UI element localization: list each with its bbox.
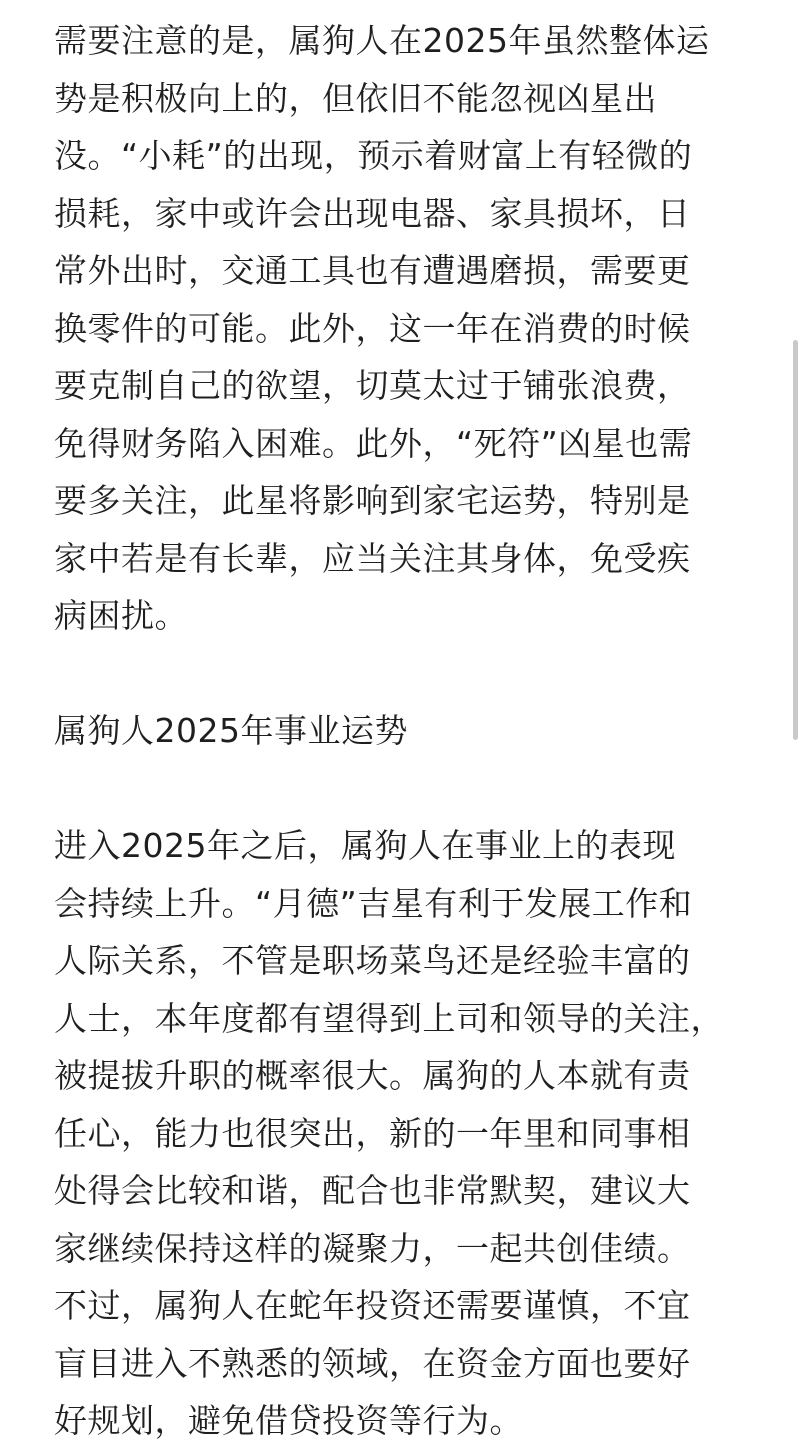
paragraph-spacer xyxy=(54,760,754,818)
text-line: 势是积极向上的，但依旧不能忽视凶星出 xyxy=(54,78,657,118)
text-line: 处得会比较和谐，配合也非常默契，建议大 xyxy=(54,1171,691,1210)
vertical-scrollbar[interactable] xyxy=(793,340,798,740)
text-line: 人际关系，不管是职场菜鸟还是经验丰富的 xyxy=(54,941,691,980)
text-line: 换零件的可能。此外，这一年在消费的时候 xyxy=(54,308,691,348)
text-line: 免得财务陷入困难。此外，“死符”凶星也需 xyxy=(54,423,693,463)
text-line: 需要注意的是，属狗人在2025年虽然整体运 xyxy=(54,21,710,60)
heading-text: 属狗人2025年事业运势 xyxy=(54,711,408,750)
text-line: 要克制自己的欲望，切莫太过于铺张浪费， xyxy=(54,366,691,405)
text-line: 会持续上升。“月德”吉星有利于发展工作和 xyxy=(54,883,693,923)
text-line: 不过，属狗人在蛇年投资还需要谨慎，不宜 xyxy=(54,1286,691,1325)
text-line: 没。“小耗”的出现，预示着财富上有轻微的 xyxy=(54,136,693,175)
text-line: 人士，本年度都有望得到上司和领导的关注， xyxy=(54,998,724,1038)
paragraph-spacer xyxy=(54,645,754,703)
text-line: 要多关注，此星将影响到家宅运势，特别是 xyxy=(54,481,691,520)
text-line: 进入2025年之后，属狗人在事业上的表现 xyxy=(54,826,676,865)
text-line: 家中若是有长辈，应当关注其身体，免受疾 xyxy=(54,538,691,578)
text-line: 被提拔升职的概率很大。属狗的人本就有责 xyxy=(54,1056,691,1095)
text-line: 任心，能力也很突出，新的一年里和同事相 xyxy=(54,1113,691,1153)
text-line: 病困扰。 xyxy=(54,596,188,635)
text-line: 盲目进入不熟悉的领域，在资金方面也要好 xyxy=(54,1343,691,1383)
text-line: 家继续保持这样的凝聚力，一起共创佳绩。 xyxy=(54,1228,691,1268)
text-line: 常外出时，交通工具也有遭遇磨损，需要更 xyxy=(54,251,691,290)
paragraph-career xyxy=(54,817,754,1450)
article-body xyxy=(54,12,754,1450)
paragraph-warning xyxy=(54,12,754,645)
section-heading xyxy=(54,702,754,760)
text-line: 好规划，避免借贷投资等行为。 xyxy=(54,1401,523,1440)
text-line: 损耗，家中或许会出现电器、家具损坏，日 xyxy=(54,193,691,233)
